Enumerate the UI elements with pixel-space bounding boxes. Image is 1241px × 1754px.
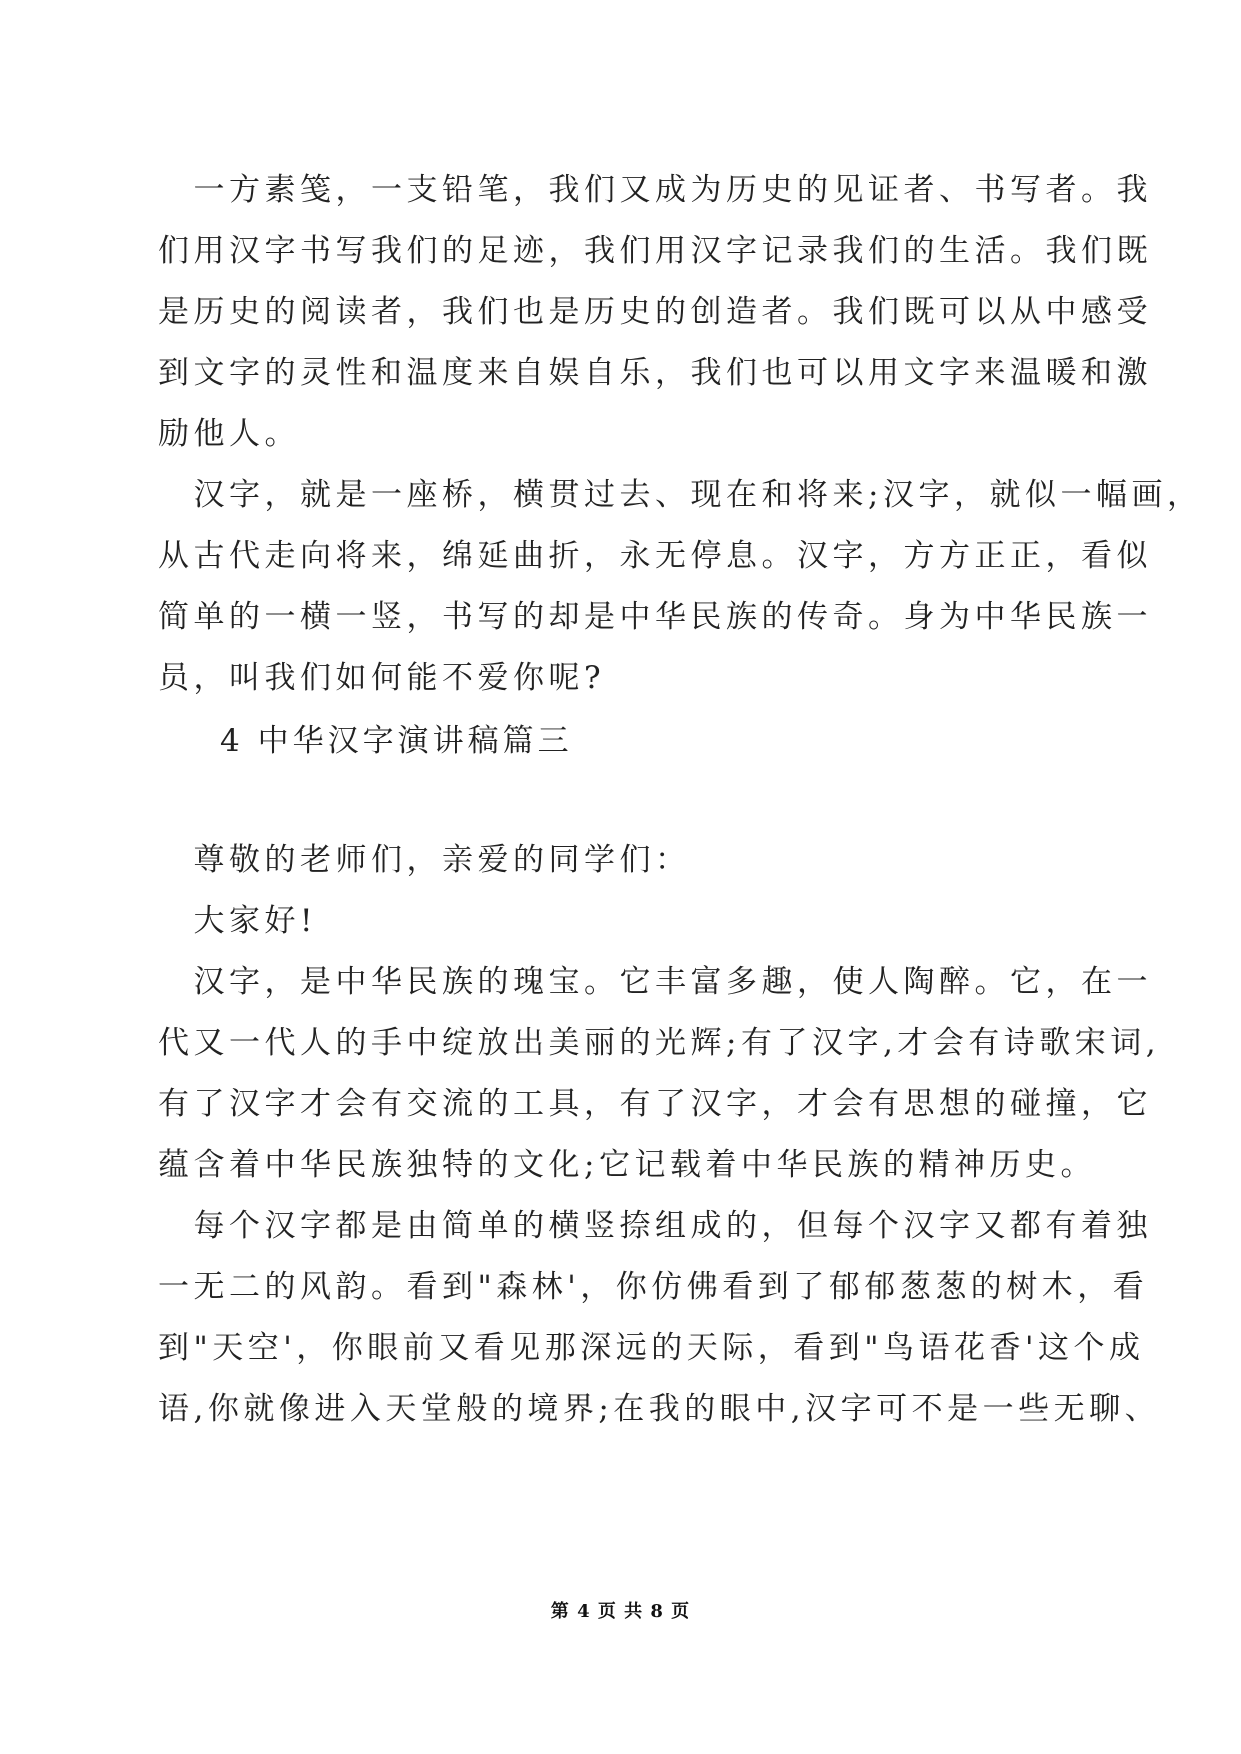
- text-line: 代又一代人的手中绽放出美丽的光辉;有了汉字,才会有诗歌宋词,: [158, 1025, 1161, 1061]
- text-line: 每个汉字都是由简单的横竖捺组成的，但每个汉字又都有着独: [158, 1208, 1152, 1244]
- text-line: 简单的一横一竖，书写的却是中华民族的传奇。身为中华民族一: [158, 599, 1152, 635]
- text-line: 汉字，是中华民族的瑰宝。它丰富多趣，使人陶醉。它，在一: [158, 964, 1152, 1000]
- text-line: 是历史的阅读者，我们也是历史的创造者。我们既可以从中感受: [158, 294, 1152, 330]
- text-line: 到文字的灵性和温度来自娱自乐，我们也可以用文字来温暖和激: [158, 355, 1152, 391]
- text-line: 蕴含着中华民族独特的文化;它记载着中华民族的精神历史。: [158, 1147, 1096, 1183]
- text-line: 有了汉字才会有交流的工具，有了汉字，才会有思想的碰撞，它: [158, 1086, 1152, 1122]
- text-line: 语,你就像进入天堂般的境界;在我的眼中,汉字可不是一些无聊、: [158, 1391, 1161, 1427]
- text-line: 尊敬的老师们，亲爱的同学们：: [158, 842, 691, 878]
- text-line: 到"天空'，你眼前又看见那深远的天际，看到"鸟语花香'这个成: [158, 1330, 1145, 1366]
- text-line: 一方素笺，一支铅笔，我们又成为历史的见证者、书写者。我: [158, 172, 1152, 208]
- text-line: 们用汉字书写我们的足迹，我们用汉字记录我们的生活。我们既: [158, 233, 1152, 269]
- text-line: 励他人。: [158, 416, 300, 452]
- text-line: 汉字，就是一座桥，横贯过去、现在和将来;汉字，就似一幅画，: [158, 477, 1203, 513]
- body-text-top: [158, 160, 1203, 709]
- text-line: 从古代走向将来，绵延曲折，永无停息。汉字，方方正正，看似: [158, 538, 1152, 574]
- page-number-footer: 第 4 页 共 8 页: [550, 1601, 691, 1622]
- text-line: 员，叫我们如何能不爱你呢?: [158, 660, 606, 696]
- body-text-bottom: [158, 830, 1161, 1440]
- section-heading: 4 中华汉字演讲稿篇三: [220, 723, 573, 759]
- text-line: 一无二的风韵。看到"森林'，你仿佛看到了郁郁葱葱的树木，看: [158, 1269, 1149, 1305]
- text-line: 大家好!: [158, 903, 317, 939]
